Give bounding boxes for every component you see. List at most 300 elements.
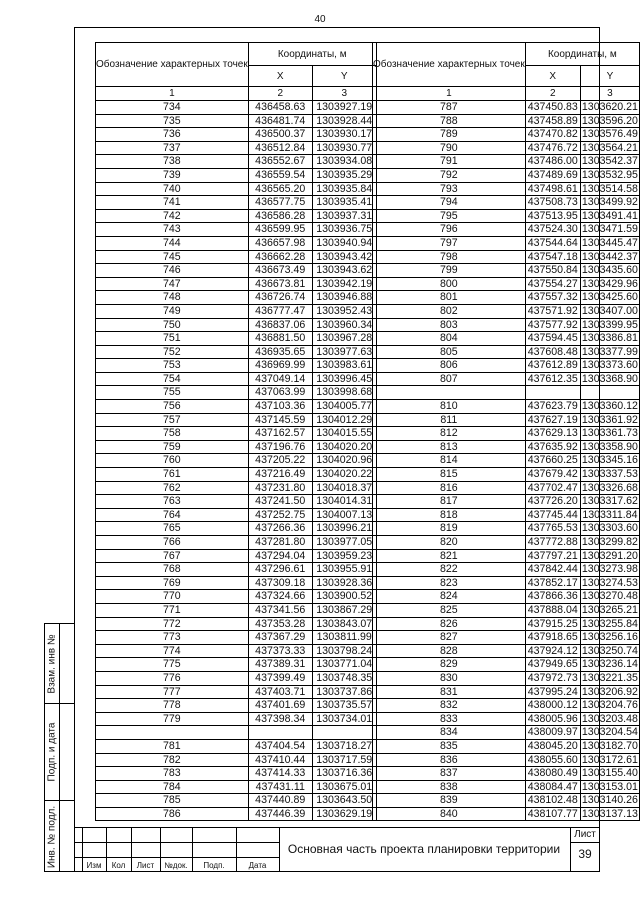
table-row [96, 807, 377, 821]
page-number: 40 [314, 14, 326, 25]
x-coordinate-cell: 437888.04 [525, 603, 580, 617]
x-coordinate-cell: 437294.04 [248, 549, 312, 563]
table-row [96, 209, 377, 223]
x-coordinate-cell: 437476.72 [525, 141, 580, 155]
point-number-cell: 776 [96, 671, 249, 685]
table-row [96, 250, 377, 264]
point-number-cell: 741 [96, 196, 249, 210]
x-coordinate-cell: 437612.89 [525, 359, 580, 373]
x-coordinate-cell: 437949.65 [525, 658, 580, 672]
table-row [373, 563, 640, 577]
table-row [96, 454, 377, 468]
table-row [96, 536, 377, 550]
table-row [373, 522, 640, 536]
x-coordinate-cell: 437726.20 [525, 495, 580, 509]
x-coordinate-cell: 437458.89 [525, 114, 580, 128]
y-coordinate-cell: 1303928.36 [312, 576, 376, 590]
y-coordinate-cell: 1304020.20 [312, 440, 376, 454]
point-number-cell: 768 [96, 563, 249, 577]
x-coordinate-cell: 437266.36 [248, 522, 312, 536]
y-coordinate-cell: 1303936.75 [312, 223, 376, 237]
x-coordinate-cell: 438107.77 [525, 807, 580, 821]
y-coordinate-cell: 1303386.81 [581, 332, 638, 345]
side-podp-label: Подп. и дата [46, 722, 58, 782]
x-coordinate-cell: 437309.18 [248, 576, 312, 590]
table-row [373, 264, 640, 278]
point-number-cell: 737 [96, 141, 249, 155]
y-coordinate-cell: 1303934.08 [312, 155, 376, 169]
x-coordinate-cell: 437401.69 [248, 699, 312, 713]
table-row [96, 726, 377, 740]
table-row [373, 236, 640, 250]
y-coordinate-cell: 1303407.00 [581, 304, 638, 317]
x-coordinate-cell: 437440.89 [248, 794, 312, 808]
y-coordinate-cell: 1303206.92 [581, 685, 638, 698]
point-number-cell: 775 [96, 658, 249, 672]
point-number-cell: 747 [96, 277, 249, 291]
y-coordinate-cell: 1303952.43 [312, 304, 376, 318]
col-num-3: 3 [312, 87, 376, 101]
y-coordinate-cell: 1303299.82 [581, 536, 638, 548]
y-coordinate-cell: 1303716.36 [312, 767, 376, 781]
x-coordinate-cell: 437544.64 [525, 236, 580, 250]
y-coordinate-cell: 1303326.68 [581, 481, 638, 494]
point-number-cell: 738 [96, 155, 249, 169]
x-coordinate-cell: 437918.65 [525, 631, 580, 645]
table-row [96, 386, 377, 400]
point-number-cell: 783 [96, 767, 249, 781]
point-number-cell: 812 [373, 427, 526, 441]
point-number-cell: 777 [96, 685, 249, 699]
table-row [96, 413, 377, 427]
y-coordinate-cell: 1303221.35 [581, 671, 638, 684]
table-row [96, 495, 377, 509]
point-number-cell: 801 [373, 291, 526, 305]
y-coordinate-cell: 1303955.91 [312, 563, 376, 577]
table-row [96, 603, 377, 617]
point-number-cell: 794 [373, 196, 526, 210]
y-coordinate-cell: 1303360.12 [581, 400, 638, 413]
x-coordinate-cell: 437612.35 [525, 372, 580, 386]
point-number-cell: 749 [96, 304, 249, 318]
table-row [373, 318, 640, 332]
x-coordinate-cell: 436881.50 [248, 332, 312, 346]
y-coordinate-cell: 1304018.37 [312, 481, 376, 495]
x-coordinate-cell: 437745.44 [525, 508, 580, 522]
table-row [373, 440, 640, 454]
table-row [96, 236, 377, 250]
table-row [96, 345, 377, 359]
x-coordinate-cell: 438045.20 [525, 739, 580, 753]
x-coordinate-cell: 437231.80 [248, 481, 312, 495]
y-coordinate-cell: 1303748.35 [312, 671, 376, 685]
x-coordinate-cell: 437205.22 [248, 454, 312, 468]
y-coordinate-cell: 1303620.21 [581, 101, 638, 113]
point-number-cell: 753 [96, 359, 249, 373]
stamp-podp-label: Подп. [203, 861, 225, 870]
point-number-cell: 771 [96, 603, 249, 617]
table-row [373, 508, 640, 522]
point-number-cell: 840 [373, 807, 526, 821]
x-coordinate-cell: 437446.39 [248, 807, 312, 821]
x-coordinate-cell: 437660.25 [525, 454, 580, 468]
stamp-izm-label: Изм [86, 861, 102, 870]
table-row [96, 712, 377, 726]
y-coordinate-cell [312, 726, 376, 740]
x-coordinate-cell: 436586.28 [248, 209, 312, 223]
point-number-cell: 837 [373, 767, 526, 781]
x-coordinate-cell: 437324.66 [248, 590, 312, 604]
col-num-3: 3 [580, 87, 639, 101]
x-coordinate-cell: 437145.59 [248, 413, 312, 427]
x-coordinate-cell: 436552.67 [248, 155, 312, 169]
coords-header: Координаты, м [248, 43, 376, 66]
x-header: X [525, 66, 580, 87]
point-number-cell [373, 386, 526, 400]
y-coordinate-cell: 1303140.26 [581, 794, 638, 807]
table-row [96, 617, 377, 631]
point-number-cell: 819 [373, 522, 526, 536]
col-num-1: 1 [96, 87, 249, 101]
table-row [96, 549, 377, 563]
point-number-cell: 734 [96, 101, 249, 115]
y-coordinate-cell: 1303491.41 [581, 209, 638, 222]
table-row [96, 264, 377, 278]
table-row [96, 794, 377, 808]
side-vzam-cell [45, 624, 75, 704]
table-row [373, 671, 640, 685]
point-number-cell: 752 [96, 345, 249, 359]
table-row [96, 671, 377, 685]
point-number-cell: 827 [373, 631, 526, 645]
designation-header: Обозначение характерных точек [373, 43, 526, 87]
x-coordinate-cell [525, 386, 580, 400]
table-row [96, 522, 377, 536]
y-coordinate-cell: 1303935.41 [312, 196, 376, 210]
table-row [373, 631, 640, 645]
table-row [96, 359, 377, 373]
x-coordinate-cell: 437765.53 [525, 522, 580, 536]
y-coordinate-cell: 1303256.16 [581, 631, 638, 644]
x-coordinate-cell: 437550.84 [525, 264, 580, 278]
x-coordinate-cell: 437049.14 [248, 372, 312, 386]
y-coordinate-cell: 1303337.53 [581, 468, 638, 481]
x-coordinate-cell: 437241.50 [248, 495, 312, 509]
side-podp-cell [45, 704, 75, 801]
x-coordinate-cell: 437414.33 [248, 767, 312, 781]
x-coordinate-cell: 438000.12 [525, 699, 580, 713]
y-coordinate-cell: 1303940.94 [312, 236, 376, 250]
point-number-cell: 822 [373, 563, 526, 577]
y-coordinate-cell: 1303471.59 [581, 223, 638, 236]
stamp-list-label: Лист [136, 861, 155, 870]
table-row [373, 536, 640, 550]
y-coordinate-cell: 1303373.60 [581, 359, 638, 372]
y-coordinate-cell: 1303182.70 [581, 739, 638, 752]
x-coordinate-cell: 436500.37 [248, 128, 312, 142]
table-row [96, 400, 377, 414]
y-coordinate-cell: 1303514.58 [581, 182, 638, 195]
table-row [96, 468, 377, 482]
y-coordinate-cell: 1303643.50 [312, 794, 376, 808]
y-coordinate-cell: 1303377.99 [581, 345, 638, 358]
point-number-cell: 835 [373, 739, 526, 753]
table-row [373, 468, 640, 482]
point-number-cell: 773 [96, 631, 249, 645]
col-num-2: 2 [248, 87, 312, 101]
side-vzam-label: Взам. инв № [46, 633, 58, 694]
x-coordinate-cell: 437196.76 [248, 440, 312, 454]
point-number-cell: 818 [373, 508, 526, 522]
y-coordinate-cell: 1303358.90 [581, 440, 638, 453]
x-coordinate-cell: 437489.69 [525, 168, 580, 182]
table-row [96, 277, 377, 291]
point-number-cell: 813 [373, 440, 526, 454]
table-row [96, 114, 377, 128]
table-row [96, 155, 377, 169]
x-coordinate-cell: 437373.33 [248, 644, 312, 658]
x-coordinate-cell: 437353.28 [248, 617, 312, 631]
point-number-cell: 765 [96, 522, 249, 536]
point-number-cell: 828 [373, 644, 526, 658]
y-coordinate-cell: 1304020.22 [312, 468, 376, 482]
point-number-cell: 751 [96, 332, 249, 346]
y-coordinate-cell: 1303291.20 [581, 549, 638, 562]
y-coordinate-cell: 1303996.21 [312, 522, 376, 536]
x-coordinate-cell: 436565.20 [248, 182, 312, 196]
table-row [373, 277, 640, 291]
y-coordinate-cell: 1303564.21 [581, 141, 638, 154]
stamp-row-line [570, 842, 600, 843]
y-coordinate-cell: 1303204.76 [581, 699, 638, 712]
side-approval-panel [44, 623, 74, 872]
y-coordinate-cell: 1303435.60 [581, 264, 638, 277]
y-coordinate-cell: 1303996.45 [312, 372, 376, 386]
x-coordinate-cell: 437162.57 [248, 427, 312, 441]
point-number-cell: 820 [373, 536, 526, 550]
table-row [96, 644, 377, 658]
y-coordinate-cell: 1303867.29 [312, 603, 376, 617]
table-row [373, 304, 640, 318]
y-coordinate-cell: 1303935.84 [312, 182, 376, 196]
table-row [96, 304, 377, 318]
table-row [373, 168, 640, 182]
table-row [96, 699, 377, 713]
y-coordinate-cell: 1303361.73 [581, 427, 638, 440]
point-number-cell: 774 [96, 644, 249, 658]
point-number-cell: 810 [373, 400, 526, 414]
x-coordinate-cell: 436726.74 [248, 291, 312, 305]
table-row [96, 223, 377, 237]
y-coordinate-cell: 1303675.01 [312, 780, 376, 794]
point-number-cell: 742 [96, 209, 249, 223]
y-coordinate-cell: 1303977.63 [312, 345, 376, 359]
x-coordinate-cell: 437594.45 [525, 332, 580, 346]
y-coordinate-cell: 1303798.24 [312, 644, 376, 658]
x-coordinate-cell: 437524.30 [525, 223, 580, 237]
y-coordinate-cell: 1303717.59 [312, 753, 376, 767]
point-number-cell: 767 [96, 549, 249, 563]
x-coordinate-cell: 436599.95 [248, 223, 312, 237]
point-number-cell: 815 [373, 468, 526, 482]
y-coordinate-cell [580, 386, 639, 400]
y-coordinate-cell: 1303203.48 [581, 712, 638, 725]
point-number-cell: 823 [373, 576, 526, 590]
point-number-cell: 832 [373, 699, 526, 713]
table-row [373, 495, 640, 509]
x-coordinate-cell: 438005.96 [525, 712, 580, 726]
point-number-cell: 833 [373, 712, 526, 726]
y-coordinate-cell: 1303499.92 [581, 196, 638, 209]
y-coordinate-cell: 1303596.20 [581, 114, 638, 127]
table-row [373, 141, 640, 155]
table-row [373, 372, 640, 386]
point-number-cell: 766 [96, 536, 249, 550]
stamp-row-line [74, 857, 279, 858]
point-number-cell: 839 [373, 794, 526, 808]
y-coordinate-cell: 1303942.19 [312, 277, 376, 291]
point-number-cell: 793 [373, 182, 526, 196]
y-coordinate-cell: 1303734.01 [312, 712, 376, 726]
table-row [373, 712, 640, 726]
x-coordinate-cell: 436673.49 [248, 264, 312, 278]
table-row [96, 563, 377, 577]
y-coordinate-cell: 1303960.34 [312, 318, 376, 332]
y-coordinate-cell: 1303843.07 [312, 617, 376, 631]
x-coordinate-cell: 438102.48 [525, 794, 580, 808]
point-number-cell: 779 [96, 712, 249, 726]
x-coordinate-cell: 438084.47 [525, 780, 580, 794]
designation-header: Обозначение характерных точек [96, 43, 249, 87]
y-coordinate-cell: 1303236.14 [581, 658, 638, 671]
x-coordinate-cell: 437866.36 [525, 590, 580, 604]
point-number-cell: 748 [96, 291, 249, 305]
x-header: X [248, 66, 312, 87]
y-coordinate-cell: 1303442.37 [581, 250, 638, 263]
point-number-cell: 787 [373, 101, 526, 115]
table-row [373, 427, 640, 441]
point-number-cell: 781 [96, 739, 249, 753]
point-number-cell: 735 [96, 114, 249, 128]
point-number-cell: 796 [373, 223, 526, 237]
col-num-2: 2 [525, 87, 580, 101]
point-number-cell: 790 [373, 141, 526, 155]
table-row [96, 685, 377, 699]
point-number-cell: 769 [96, 576, 249, 590]
x-coordinate-cell: 437972.73 [525, 671, 580, 685]
table-row [373, 590, 640, 604]
x-coordinate-cell: 438009.97 [525, 726, 580, 740]
point-number-cell: 740 [96, 182, 249, 196]
y-coordinate-cell: 1303204.54 [581, 726, 638, 739]
point-number-cell: 788 [373, 114, 526, 128]
point-number-cell: 806 [373, 359, 526, 373]
y-coordinate-cell: 1303273.98 [581, 563, 638, 576]
table-row [96, 767, 377, 781]
point-number-cell: 772 [96, 617, 249, 631]
x-coordinate-cell: 437470.82 [525, 128, 580, 142]
table-row [96, 318, 377, 332]
y-coordinate-cell: 1303946.88 [312, 291, 376, 305]
x-coordinate-cell: 436512.84 [248, 141, 312, 155]
x-coordinate-cell: 437554.27 [525, 277, 580, 291]
y-coordinate-cell: 1304014.31 [312, 495, 376, 509]
table-row [96, 631, 377, 645]
table-row [373, 753, 640, 767]
point-number-cell: 799 [373, 264, 526, 278]
x-coordinate-cell: 438080.49 [525, 767, 580, 781]
point-number-cell: 762 [96, 481, 249, 495]
point-number-cell: 829 [373, 658, 526, 672]
y-coordinate-cell: 1303930.77 [312, 141, 376, 155]
x-coordinate-cell: 437772.88 [525, 536, 580, 550]
y-coordinate-cell: 1303735.57 [312, 699, 376, 713]
point-number-cell: 758 [96, 427, 249, 441]
y-coordinate-cell: 1303900.52 [312, 590, 376, 604]
x-coordinate-cell: 437431.11 [248, 780, 312, 794]
x-coordinate-cell: 437635.92 [525, 440, 580, 454]
x-coordinate-cell: 436577.75 [248, 196, 312, 210]
table-row [96, 196, 377, 210]
table-row [373, 400, 640, 414]
point-number-cell: 824 [373, 590, 526, 604]
point-number-cell: 795 [373, 209, 526, 223]
x-coordinate-cell: 437629.13 [525, 427, 580, 441]
stamp-row-line [74, 842, 279, 843]
y-coordinate-cell: 1303771.04 [312, 658, 376, 672]
point-number-cell: 750 [96, 318, 249, 332]
y-coordinate-cell: 1303959.23 [312, 549, 376, 563]
table-row [96, 658, 377, 672]
y-coordinate-cell: 1304007.13 [312, 508, 376, 522]
point-number-cell: 739 [96, 168, 249, 182]
title-block [74, 827, 600, 872]
y-coordinate-cell: 1303928.44 [312, 114, 376, 128]
x-coordinate-cell [248, 726, 312, 740]
point-number-cell: 764 [96, 508, 249, 522]
x-coordinate-cell: 437398.34 [248, 712, 312, 726]
point-number-cell: 784 [96, 780, 249, 794]
point-number-cell: 785 [96, 794, 249, 808]
x-coordinate-cell: 437410.44 [248, 753, 312, 767]
table-row [373, 359, 640, 373]
y-header: Y [312, 66, 376, 87]
y-coordinate-cell: 1304020.96 [312, 454, 376, 468]
x-coordinate-cell: 437547.18 [525, 250, 580, 264]
y-coordinate-cell: 1303399.95 [581, 318, 638, 331]
y-coordinate-cell: 1303153.01 [581, 780, 638, 793]
point-number-cell: 804 [373, 332, 526, 346]
x-coordinate-cell: 436673.81 [248, 277, 312, 291]
x-coordinate-cell: 437216.49 [248, 468, 312, 482]
table-row [373, 250, 640, 264]
x-coordinate-cell: 437702.47 [525, 481, 580, 495]
point-number-cell: 792 [373, 168, 526, 182]
y-coordinate-cell: 1303967.28 [312, 332, 376, 346]
table-row [96, 590, 377, 604]
side-inv-label: Инв. № подл. [46, 805, 58, 868]
x-coordinate-cell: 436481.74 [248, 114, 312, 128]
point-number-cell [96, 726, 249, 740]
y-coordinate-cell: 1303445.47 [581, 236, 638, 249]
table-row [96, 141, 377, 155]
point-number-cell: 798 [373, 250, 526, 264]
point-number-cell: 754 [96, 372, 249, 386]
y-coordinate-cell: 1303718.27 [312, 739, 376, 753]
point-number-cell: 816 [373, 481, 526, 495]
x-coordinate-cell: 436837.06 [248, 318, 312, 332]
point-number-cell: 770 [96, 590, 249, 604]
